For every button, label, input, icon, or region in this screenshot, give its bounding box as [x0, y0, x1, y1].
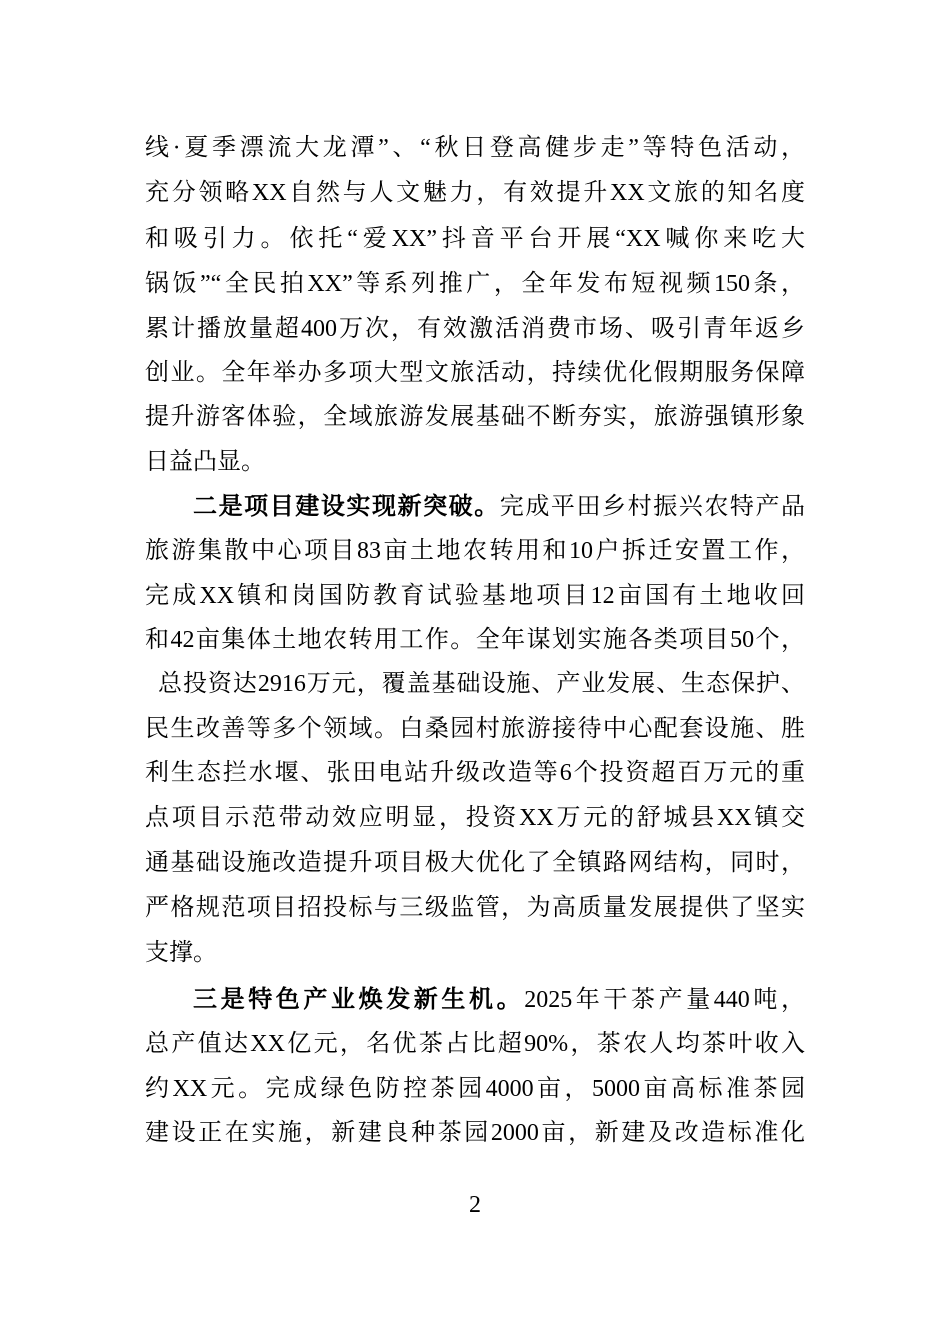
text-line: [145, 1028, 805, 1060]
line-text: 日益凸显。: [145, 449, 265, 475]
text-line: [145, 446, 805, 478]
text-line: [145, 624, 805, 656]
text-line: [145, 132, 805, 164]
text-line: [145, 892, 805, 924]
line-text: 完成XX镇和岗国防教育试验基地项目12亩国有土地收回: [145, 583, 805, 609]
text-line: [145, 535, 805, 567]
page-number: 2: [469, 1192, 481, 1218]
text-line: [145, 847, 805, 879]
text-line: [145, 177, 805, 209]
line-text: 线·夏季漂流大龙潭”、“秋日登高健步走”等特色活动，: [145, 135, 805, 161]
line-text: 创业。全年举办多项大型文旅活动，持续优化假期服务保障: [145, 360, 805, 386]
line-text: 总产值达XX亿元，名优茶占比超90%，茶农人均茶叶收入: [145, 1031, 805, 1057]
line-text: 支撑。: [145, 940, 217, 966]
line-text: 利生态拦水堰、张田电站升级改造等6个投资超百万元的重: [145, 760, 805, 786]
text-line: [145, 757, 805, 789]
text-line: [145, 1073, 805, 1105]
line-text: 2025年干茶产量440吨，: [524, 987, 806, 1013]
text-line: [145, 802, 805, 834]
line-text: 点项目示范带动效应明显，投资XX万元的舒城县XX镇交: [145, 805, 805, 831]
text-line: [145, 223, 805, 255]
line-text: 锅饭”“全民拍XX”等系列推广，全年发布短视频150条，: [145, 271, 805, 297]
text-line: [145, 313, 805, 345]
text-line: [145, 1117, 805, 1149]
line-text: 和42亩集体土地农转用工作。全年谋划实施各类项目50个，: [145, 627, 805, 653]
line-text: 总投资达2916万元，覆盖基础设施、产业发展、生态保护、: [158, 671, 805, 697]
line-text: 约XX元。完成绿色防控茶园4000亩，5000亩高标准茶园: [145, 1076, 805, 1102]
line-text: 完成平田乡村振兴农特产品: [499, 494, 806, 520]
paragraph-heading: 三是特色产业焕发新生机。: [193, 987, 525, 1013]
line-text: 民生改善等多个领域。白桑园村旅游接待中心配套设施、胜: [145, 716, 805, 742]
text-line: [145, 401, 805, 433]
line-text: 累计播放量超400万次，有效激活消费市场、吸引青年返乡: [145, 316, 805, 342]
line-text: 旅游集散中心项目83亩土地农转用和10户拆迁安置工作，: [145, 538, 805, 564]
text-line: [145, 357, 805, 389]
text-line: [145, 268, 805, 300]
text-line: [145, 713, 805, 745]
line-text: 和吸引力。依托“爱XX”抖音平台开展“XX喊你来吃大: [145, 226, 805, 252]
text-line: [158, 668, 805, 700]
text-line: [193, 984, 805, 1016]
paragraph-heading: 二是项目建设实现新突破。: [193, 494, 500, 520]
text-line: [145, 580, 805, 612]
text-line: [145, 937, 805, 969]
line-text: 通基础设施改造提升项目极大优化了全镇路网结构，同时，: [145, 850, 805, 876]
line-text: 充分领略XX自然与人文魅力，有效提升XX文旅的知名度: [145, 180, 805, 206]
line-text: 提升游客体验，全域旅游发展基础不断夯实，旅游强镇形象: [145, 404, 805, 430]
line-text: 严格规范项目招投标与三级监管，为高质量发展提供了坚实: [145, 895, 805, 921]
text-line: [193, 491, 805, 523]
line-text: 建设正在实施，新建良种茶园2000亩，新建及改造标准化: [145, 1120, 805, 1146]
